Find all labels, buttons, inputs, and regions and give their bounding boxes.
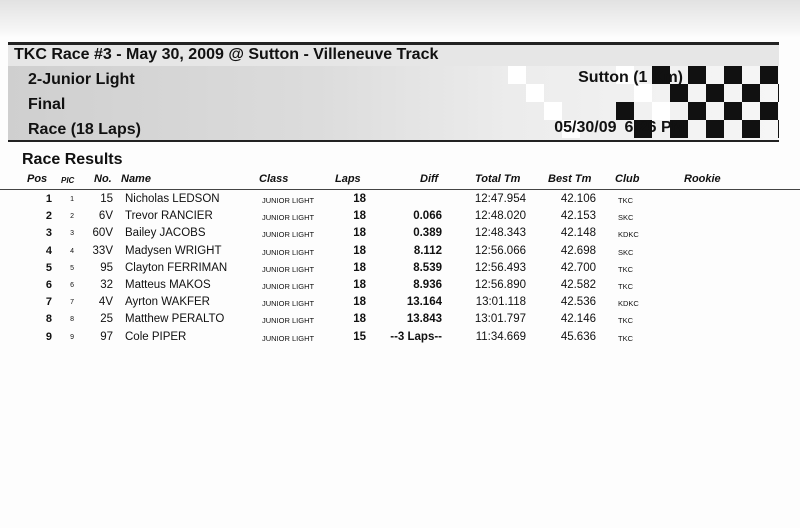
diff-cell: 8.539	[413, 261, 442, 274]
kart-number-cell: 97	[100, 330, 113, 343]
kart-number-cell: 60V	[92, 227, 113, 240]
session-label: Final	[28, 96, 66, 113]
best-time-cell: 42.146	[560, 313, 596, 326]
header-club: Club	[615, 173, 640, 185]
best-time-cell: 42.106	[560, 193, 596, 205]
pos-cell: 5	[45, 261, 52, 274]
driver-name-cell: Nicholas LEDSON	[125, 193, 220, 205]
diff-cell: 8.112	[413, 244, 442, 257]
driver-name-cell: Bailey JACOBS	[125, 227, 206, 240]
pic-cell: 7	[70, 299, 74, 307]
diff-cell: 13.164	[406, 296, 442, 309]
table-row	[0, 243, 800, 260]
header-laps: Laps	[335, 173, 361, 185]
track-label: Sutton (1 Km)	[578, 69, 683, 86]
flag-square	[616, 102, 634, 120]
flag-square	[652, 102, 670, 120]
total-time-cell: 13:01.797	[474, 313, 526, 326]
total-time-cell: 11:34.669	[475, 330, 526, 343]
section-title: Race Results	[22, 151, 123, 168]
header-rookie: Rookie	[684, 173, 721, 185]
pos-cell: 6	[45, 278, 52, 291]
flag-square	[526, 84, 544, 102]
pos-cell: 3	[45, 227, 52, 240]
flag-square	[760, 102, 778, 120]
table-row	[0, 260, 800, 277]
driver-name-cell: Trevor RANCIER	[125, 210, 213, 223]
kart-number-cell: 95	[100, 261, 113, 274]
pos-cell: 4	[45, 244, 52, 257]
flag-square	[544, 102, 562, 120]
race-time: 6:26 PM	[624, 119, 685, 136]
header-best-time: Best Tm	[548, 173, 592, 185]
kart-number-cell: 25	[100, 313, 113, 326]
title-bar	[8, 42, 779, 67]
pic-cell: 9	[70, 333, 74, 341]
pos-cell: 2	[45, 210, 52, 223]
flag-square	[724, 66, 742, 84]
flag-square	[508, 66, 526, 84]
diff-cell: 8.936	[413, 278, 442, 291]
flag-square	[688, 102, 706, 120]
diff-cell: 13.843	[406, 313, 442, 326]
header-name: Name	[121, 173, 151, 185]
flag-square	[724, 102, 742, 120]
club-cell: SKC	[618, 247, 634, 257]
header-pos: Pos	[27, 173, 48, 185]
pos-cell: 1	[45, 193, 52, 205]
club-cell: KDKC	[618, 299, 639, 309]
class-cell: JUNIOR LIGHT	[262, 316, 315, 326]
club-cell: TKC	[618, 264, 633, 274]
kart-number-cell: 15	[100, 193, 113, 205]
pos-cell: 8	[45, 313, 52, 326]
results-table	[0, 191, 800, 346]
kart-number-cell: 32	[100, 278, 113, 291]
best-time-cell: 42.148	[560, 227, 596, 240]
driver-name-cell: Madysen WRIGHT	[125, 244, 222, 257]
driver-name-cell: Matteus MAKOS	[125, 278, 211, 291]
class-cell: JUNIOR LIGHT	[262, 299, 315, 309]
total-time-cell: 13:01.118	[475, 296, 526, 309]
class-cell: JUNIOR LIGHT	[262, 213, 315, 223]
scan-shading	[0, 0, 800, 38]
pos-cell: 9	[45, 330, 52, 343]
table-row	[0, 208, 800, 225]
header-pic: PIC	[61, 176, 75, 185]
race-date: 05/30/09	[554, 119, 617, 136]
class-cell: JUNIOR LIGHT	[262, 281, 315, 291]
best-time-cell: 45.636	[560, 330, 596, 343]
flag-square	[706, 120, 724, 138]
laps-cell: 18	[353, 193, 366, 205]
race-datetime	[554, 119, 685, 137]
best-time-cell: 42.536	[560, 296, 596, 309]
table-row	[0, 225, 800, 242]
kart-number-cell: 4V	[98, 296, 113, 309]
pic-cell: 8	[70, 316, 74, 324]
table-row	[0, 191, 800, 208]
best-time-cell: 42.698	[560, 244, 596, 257]
race-length-label: Race (18 Laps)	[28, 121, 141, 138]
header-total-time: Total Tm	[475, 173, 521, 185]
flag-square	[778, 84, 779, 102]
pos-cell: 7	[45, 296, 52, 309]
table-row	[0, 277, 800, 294]
class-cell: JUNIOR LIGHT	[262, 264, 315, 274]
class-cell: JUNIOR LIGHT	[262, 196, 315, 205]
page-title: TKC Race #3 - May 30, 2009 @ Sutton - Villeneuve Track	[14, 46, 439, 63]
table-row	[0, 311, 800, 328]
table-row	[0, 294, 800, 311]
pic-cell: 2	[70, 213, 74, 221]
flag-square	[778, 120, 779, 138]
laps-cell: 18	[353, 296, 366, 309]
pic-cell: 1	[70, 196, 74, 203]
class-cell: JUNIOR LIGHT	[262, 230, 315, 240]
club-cell: TKC	[618, 281, 633, 291]
total-time-cell: 12:47.954	[474, 193, 526, 205]
flag-square	[760, 66, 778, 84]
results-header-row	[0, 173, 800, 190]
best-time-cell: 42.153	[560, 210, 596, 223]
diff-cell: 0.389	[413, 227, 442, 240]
club-cell: TKC	[618, 333, 633, 343]
class-cell: JUNIOR LIGHT	[262, 247, 315, 257]
header-class: Class	[259, 173, 289, 185]
best-time-cell: 42.582	[560, 278, 596, 291]
header-no: No.	[94, 173, 112, 185]
total-time-cell: 12:56.890	[474, 278, 526, 291]
flag-square	[742, 84, 760, 102]
driver-name-cell: Matthew PERALTO	[125, 313, 225, 326]
driver-name-cell: Cole PIPER	[125, 330, 187, 343]
diff-cell: --3 Laps--	[390, 330, 442, 343]
laps-cell: 18	[353, 227, 366, 240]
race-info-block	[8, 66, 779, 142]
total-time-cell: 12:48.020	[474, 210, 526, 223]
total-time-cell: 12:48.343	[474, 227, 526, 240]
flag-square	[742, 120, 760, 138]
laps-cell: 18	[353, 210, 366, 223]
laps-cell: 15	[353, 330, 366, 343]
class-label: 2-Junior Light	[28, 71, 135, 88]
laps-cell: 18	[353, 261, 366, 274]
best-time-cell: 42.700	[560, 261, 596, 274]
driver-name-cell: Clayton FERRIMAN	[125, 261, 228, 274]
driver-name-cell: Ayrton WAKFER	[125, 296, 210, 309]
header-diff: Diff	[420, 173, 439, 185]
club-cell: TKC	[618, 316, 633, 326]
kart-number-cell: 33V	[92, 244, 113, 257]
club-cell: KDKC	[618, 230, 639, 240]
laps-cell: 18	[353, 313, 366, 326]
laps-cell: 18	[353, 244, 366, 257]
club-cell: TKC	[618, 196, 633, 205]
pic-cell: 6	[70, 281, 74, 289]
laps-cell: 18	[353, 278, 366, 291]
total-time-cell: 12:56.066	[474, 244, 526, 257]
class-cell: JUNIOR LIGHT	[262, 333, 315, 343]
pic-cell: 4	[70, 247, 74, 255]
pic-cell: 5	[70, 264, 74, 272]
club-cell: SKC	[618, 213, 634, 223]
total-time-cell: 12:56.493	[474, 261, 526, 274]
pic-cell: 3	[70, 230, 74, 238]
flag-square	[688, 66, 706, 84]
diff-cell: 0.066	[413, 210, 442, 223]
table-row	[0, 329, 800, 346]
flag-square	[706, 84, 724, 102]
kart-number-cell: 6V	[98, 210, 113, 223]
